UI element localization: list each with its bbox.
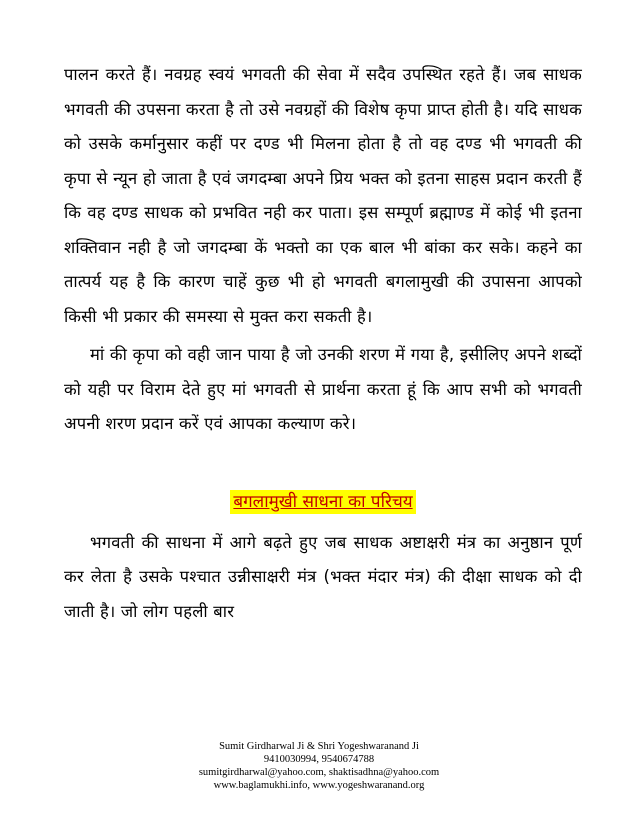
section-heading: बगलामुखी साधना का परिचय [230, 490, 415, 514]
section-heading-wrap [64, 490, 582, 514]
footer-websites: www.baglamukhi.info, www.yogeshwaranand.org [213, 780, 425, 791]
page-footer [0, 740, 638, 792]
footer-authors: Sumit Girdharwal Ji & Shri Yogeshwaranand Ji [219, 741, 419, 752]
body-paragraph-3: भगवती की साधना में आगे बढ़ते हुए जब साधक अष्टाक्षरी मंत्र का अनुष्ठान पूर्ण कर लेता है उसके पश्चात उन्नीसाक्षरी मंत्र (भक्त मंदार मंत्र) की दीक्षा साधक को दी जाती है। जो लोग पहली बार [64, 532, 582, 621]
body-paragraph-2: मां की कृपा को वही जान पाया है जो उनकी शरण में गया है, इसीलिए अपने शब्दों को यही पर विराम देते हुए मां भगवती से प्रार्थना करता हूं कि आप सभी को भगवती अपनी शरण प्रदान करें एवं आपका कल्याण करे। [64, 345, 582, 433]
body-paragraph-1: पालन करते हैं। नवग्रह स्वयं भगवती की सेवा में सदैव उपस्थित रहते हैं। जब साधक भगवती की उपसना करता है तो उसे नवग्रहों की विशेष कृपा प्राप्त होती है। यदि साधक को उसके कर्मानुसार कहीं पर दण्ड भी मिलना होता है तो वह दण्ड भी भगवती की कृपा से न्यून हो जाता है एवं जगदम्बा अपने प्रिय भक्त को इतना साहस प्रदान करती हैं कि वह दण्ड साधक को प्रभवित नही कर पाता। इस सम्पूर्ण ब्रह्माण्ड में कोई भी इतना शक्तिवान नही है जो जगदम्बा कें भक्तो का एक बाल भी बांका कर सके। कहने का तात्पर्य यह है कि कारण चाहें कुछ भी हो भगवती बगलामुखी की उपासना आपको किसी भी प्रकार की समस्या से मुक्त करा सकती है। [64, 65, 582, 326]
footer-emails: sumitgirdharwal@yahoo.com, shaktisadhna@yahoo.com [198, 767, 440, 778]
footer-phones: 9410030994, 9540674788 [263, 754, 375, 765]
